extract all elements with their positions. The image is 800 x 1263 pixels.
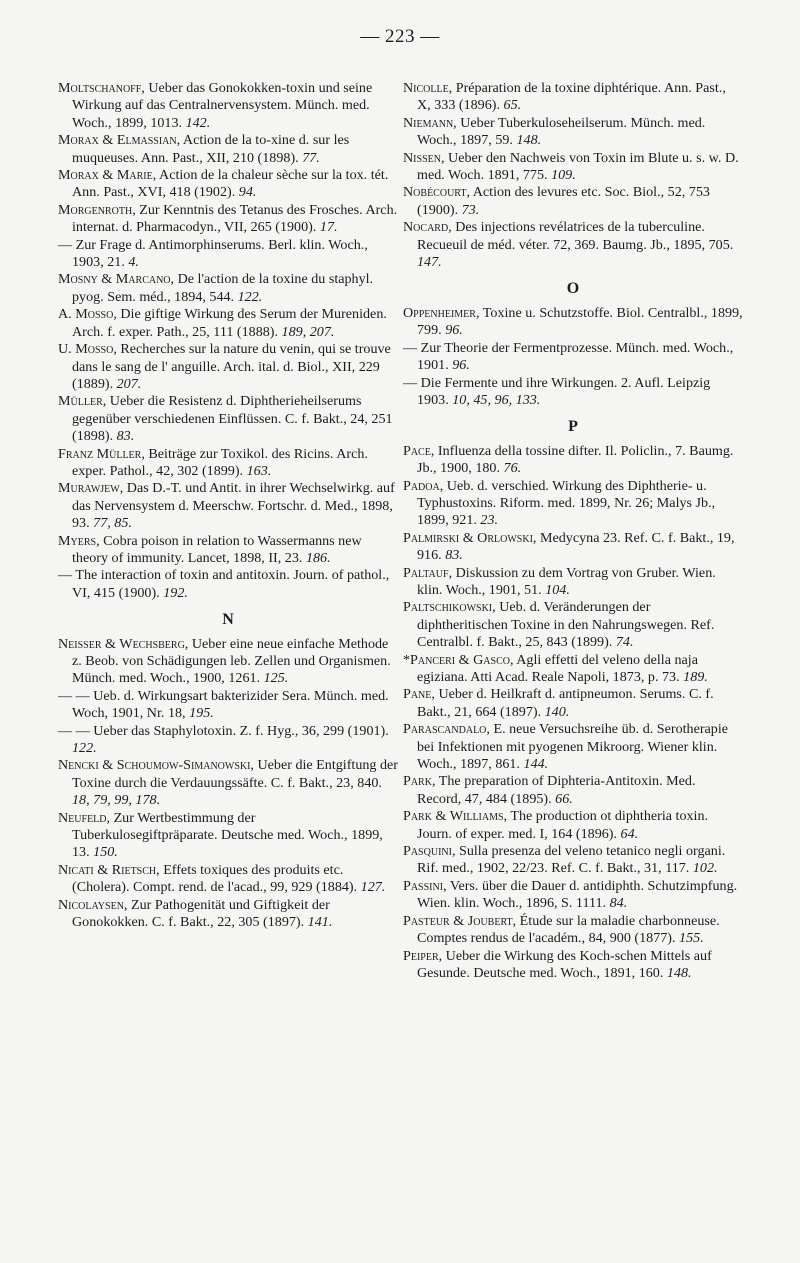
entry-page-refs: 189. — [683, 669, 708, 685]
bibliography-entry — [58, 393, 398, 445]
entry-page-refs: 10, 45, 96, 133. — [452, 391, 541, 408]
entry-page-refs: 207. — [116, 375, 142, 392]
entry-citation: Diskussion zu dem Vortrag von Gruber. Wien. klin. Woch., 1901, 51. — [417, 564, 716, 598]
entry-citation: Ueber die Wirkung des Koch-schen Mittels auf Gesunde. Deutsche med. Woch., 1891, 160. — [417, 947, 712, 981]
entry-author: Moltschanoff, — [58, 80, 145, 96]
entry-citation: — Die Fermente und ihre Wirkungen. 2. Aufl. Leipzig 1903. — [403, 374, 711, 408]
entry-page-refs: 84. — [609, 895, 628, 912]
bibliography-entry — [58, 533, 398, 568]
entry-citation: — — Ueber das Staphylotoxin. Z. f. Hyg., 36, 299 (1901). — [58, 722, 389, 739]
entry-page-refs: 142. — [185, 114, 211, 131]
entry-page-refs: 189, 207. — [281, 323, 335, 340]
entry-author: Müller, — [58, 393, 107, 410]
entry-citation: Medycyna 23. Ref. C. f. Bakt., 19, 916. — [417, 529, 735, 564]
entry-author: Pasquini, — [403, 843, 456, 860]
bibliography-entry — [58, 757, 398, 809]
entry-page-refs: 94. — [238, 184, 257, 201]
bibliography-entry — [58, 567, 398, 602]
entry-citation: — Zur Theorie der Fermentprozesse. Münch. med. Woch., 1901. — [403, 339, 734, 374]
bibliography-entry — [58, 446, 398, 481]
entry-page-refs: 73. — [461, 201, 480, 218]
entry-citation: Effets toxiques des produits etc. (Cholera). Compt. rend. de l'acad., 99, 929 (1884). — [72, 861, 361, 896]
entry-citation: Ueber d. Heilkraft d. antipneumon. Serums. C. f. Bakt., 21, 664 (1897). — [417, 686, 714, 720]
bibliography-entry — [403, 599, 743, 651]
bibliography-entry — [58, 132, 398, 167]
letter-heading: P — [568, 418, 578, 436]
bibliography-entry — [58, 688, 398, 723]
entry-author: Park, — [403, 773, 436, 790]
bibliography-entry — [403, 305, 743, 340]
entry-page-refs: 125. — [263, 670, 289, 687]
entry-citation: — Zur Frage d. Antimorphinserums. Berl. klin. Woch., 1903, 21. — [58, 236, 368, 271]
entry-author: Neufeld, — [58, 809, 111, 826]
entry-citation: Sulla presenza del veleno tetanico negli organi. Rif. med., 1902, 22/23. Ref. C. f. Bakt., 31, 117. — [417, 843, 726, 877]
entry-citation: Die giftige Wirkung des Serum der Mureniden. Arch. f. exper. Path., 25, 111 (1888). — [72, 306, 387, 340]
entry-citation: Zur Kenntnis des Tetanus des Frosches. Arch. internat. d. Pharmacodyn., VII, 265 (1900). — [72, 201, 398, 236]
bibliography-entry — [403, 652, 743, 687]
entry-citation: Zur Wertbestimmung der Tuberkulosegiftpräparate. Deutsche med. Woch., 1899, 13. — [72, 809, 383, 861]
bibliography-entry — [403, 948, 743, 983]
entry-page-refs: 102. — [692, 860, 718, 877]
bibliography-entry — [403, 913, 743, 948]
entry-citation: Action de la to-xine d. sur les muqueuses. Ann. Past., XII, 210 (1898). — [72, 132, 350, 166]
entry-page-refs: 155. — [679, 930, 704, 947]
entry-author: Parascandalo, — [403, 721, 490, 738]
entry-author: Passini, — [403, 877, 447, 894]
bibliography-entry — [58, 723, 398, 758]
entry-citation: Cobra poison in relation to Wassermanns new theory of immunity. Lancet, 1898, II, 23. — [72, 532, 362, 566]
entry-citation: Ueb. d. Veränderungen der diphtheritischen Toxine in den Nahrungswegen. Ref. Centralbl. f. Bakt., 25, 843 (1899). — [417, 599, 715, 651]
entry-author: Morax & Elmassian, — [58, 132, 181, 149]
bibliography-entry — [58, 810, 398, 862]
entry-author: Oppenheimer, — [403, 304, 480, 321]
entry-page-refs: 140. — [544, 703, 570, 720]
bibliography-entry — [403, 219, 743, 271]
entry-citation: Ueber den Nachweis von Toxin im Blute u. s. w. D. med. Woch. 1891, 775. — [417, 149, 739, 184]
entry-author: Nicati & Rietsch, — [58, 861, 160, 878]
entry-citation: Étude sur la maladie charbonneuse. Comptes rendus de l'académ., 84, 900 (1877). — [417, 912, 720, 947]
entry-page-refs: 163. — [246, 462, 272, 479]
entry-citation: Vers. über die Dauer d. antidiphth. Schutzimpfung. Wien. klin. Woch., 1896, S. 1111. — [417, 877, 738, 912]
entry-author: Pasteur & Joubert, — [403, 912, 517, 929]
bibliography-entry — [403, 184, 743, 219]
bibliography-entry — [58, 202, 398, 237]
entry-citation: Ueber die Resistenz d. Diphtherieheilserums gegenüber verschiedenen Einflüssen. C. f. Bakt., 24, 251 (1898). — [72, 393, 393, 445]
right-column — [403, 80, 743, 982]
entry-page-refs: 150. — [93, 844, 118, 861]
entry-citation: E. neue Versuchsreihe üb. d. Serotherapie bei Infektionen mit pyogenen Mikroorg. Wiener klin. Woch., 1897, 861. — [417, 721, 729, 773]
entry-page-refs: 83. — [116, 428, 135, 445]
bibliography-entry — [58, 480, 398, 532]
entry-page-refs: 83. — [445, 547, 463, 564]
entry-page-refs: 109. — [551, 167, 576, 184]
entry-author: Murawjew, — [58, 480, 124, 497]
bibliography-entry — [58, 306, 398, 341]
entry-author: Nicolle, — [403, 80, 453, 96]
entry-author: Padoa, — [403, 477, 444, 494]
bibliography-entry — [58, 237, 398, 272]
entry-citation: Ueber das Gonokokken-toxin und seine Wirkung auf das Centralnervensystem. Münch. med. Woch., 1899, 1013. — [72, 80, 373, 131]
entry-author: Park & Williams, — [403, 808, 508, 825]
entry-page-refs: 127. — [360, 879, 386, 896]
bibliography-entry — [58, 167, 398, 202]
entry-citation: Ueber die Entgiftung der Toxine durch die Verdauungssäfte. C. f. Bakt., 23, 840. — [72, 757, 398, 791]
bibliography-entry — [403, 773, 743, 808]
entry-page-refs: 18, 79, 99, 178. — [72, 792, 161, 809]
entry-author: Pace, — [403, 442, 435, 459]
bibliography-entry — [58, 897, 398, 932]
entry-page-refs: 77. — [302, 149, 320, 166]
entry-page-refs: 195. — [189, 705, 214, 722]
entry-author: Myers, — [58, 532, 100, 549]
bibliography-entry — [58, 862, 398, 897]
entry-author: Pane, — [403, 686, 435, 703]
bibliography-entry — [403, 843, 743, 878]
entry-citation: — The interaction of toxin and antitoxin. Journ. of pathol., VI, 415 (1900). — [58, 567, 390, 601]
bibliography-entry — [403, 115, 743, 150]
entry-citation: Des injections revélatrices de la tuberculine. Recueuil de méd. véter. 72, 369. Baumg. Jb., 1895, 705. — [417, 219, 734, 253]
bibliography-entry — [58, 80, 398, 132]
entry-page-refs: 76. — [503, 460, 522, 477]
entry-page-refs: 96. — [445, 322, 463, 339]
letter-heading: O — [566, 280, 580, 298]
entry-citation: Zur Pathogenität und Giftigkeit der Gonokokken. C. f. Bakt., 22, 305 (1897). — [72, 896, 330, 931]
entry-citation: Beiträge zur Toxikol. des Ricins. Arch. exper. Pathol., 42, 302 (1899). — [72, 445, 368, 479]
bibliography-entry — [403, 478, 743, 530]
entry-page-refs: 192. — [163, 584, 188, 601]
bibliography-entry — [403, 375, 743, 410]
entry-author: Franz Müller, — [58, 445, 145, 462]
entry-page-refs: 74. — [615, 634, 634, 651]
entry-page-refs: 104. — [545, 581, 570, 598]
entry-citation: Agli effetti del veleno della naja egiziana. Atti Acad. Reale Napoli, 1873, p. 73. — [417, 651, 698, 685]
page-number: — 223 — — [360, 26, 440, 47]
entry-citation: The preparation of Diphteria-Antitoxin. Med. Record, 47, 484 (1895). — [417, 773, 696, 807]
entry-page-refs: 148. — [516, 132, 542, 149]
entry-author: Nencki & Schoumow-Simanowski, — [58, 757, 254, 774]
bibliography-entry — [403, 80, 743, 115]
bibliography-entry — [403, 443, 743, 478]
entry-author: Nicolaysen, — [58, 896, 128, 913]
entry-author: Nobécourt, — [403, 184, 470, 201]
entry-author: U. Mosso, — [58, 341, 117, 358]
entry-author: Morgenroth, — [58, 201, 136, 218]
entry-page-refs: 122. — [72, 740, 97, 757]
entry-citation: Ueber Tuberkuloseheilserum. Münch. med. Woch., 1897, 59. — [417, 114, 706, 149]
entry-citation: The production ot diphtheria toxin. Journ. of exper. med. I, 164 (1896). — [417, 808, 709, 842]
entry-author: Paltschikowski, — [403, 599, 496, 616]
entry-page-refs: 4. — [128, 254, 139, 271]
entry-author: Paltauf, — [403, 564, 453, 581]
entry-citation: Ueber eine neue einfache Methode z. Beob. von Schädigungen leb. Zellen und Organismen. Münch. med. Woch., 1900, 1261. — [72, 635, 391, 687]
entry-author: Nissen, — [403, 149, 445, 166]
bibliography-entry — [58, 271, 398, 306]
entry-page-refs: 122. — [237, 288, 263, 305]
entry-page-refs: 77, 85. — [93, 515, 132, 532]
entry-page-refs: 64. — [620, 825, 639, 842]
entry-page-refs: 96. — [452, 357, 470, 374]
entry-author: Mosny & Marcano, — [58, 271, 175, 288]
entry-citation: Toxine u. Schutzstoffe. Biol. Centralbl., 1899, 799. — [417, 304, 743, 339]
entry-page-refs: 65. — [503, 97, 522, 114]
bibliography-entry — [58, 636, 398, 688]
entry-author: A. Mosso, — [58, 306, 117, 323]
entry-author: Peiper, — [403, 947, 443, 964]
letter-heading: N — [222, 611, 234, 629]
entry-citation: — — Ueb. d. Wirkungsart bakterizider Sera. Münch. med. Woch, 1901, Nr. 18, — [58, 687, 389, 722]
entry-page-refs: 141. — [307, 914, 333, 931]
entry-citation: Action de la chaleur sèche sur la tox. tét. Ann. Past., XVI, 418 (1902). — [72, 167, 389, 201]
bibliography-entry — [403, 150, 743, 185]
entry-citation: Ueb. d. verschied. Wirkung des Diphtherie- u. Typhustoxins. Riform. med. 1899, Nr. 26; Malys Jb., 1899, 921. — [417, 477, 716, 529]
entry-author: Niemann, — [403, 114, 457, 131]
entry-author: Nocard, — [403, 219, 452, 236]
entry-page-refs: 23. — [480, 512, 499, 529]
entry-page-refs: 186. — [305, 549, 331, 566]
bibliography-entry — [403, 530, 743, 565]
bibliography-entry — [403, 686, 743, 721]
entry-citation: De l'action de la toxine du staphyl. pyog. Sem. méd., 1894, 544. — [72, 271, 374, 305]
entry-citation: Das D.-T. und Antit. in ihrer Wechselwirkg. auf das Nervensystem d. Meerschw. Fortschr. d. Med., 1898, 93. — [72, 480, 395, 532]
bibliography-entry — [403, 721, 743, 773]
entry-citation: Action des levures etc. Soc. Biol., 52, 753 (1900). — [417, 184, 710, 218]
entry-page-refs: 147. — [417, 254, 442, 271]
bibliography-entry — [403, 340, 743, 375]
entry-page-refs: 66. — [555, 790, 573, 807]
entry-author: *Panceri & Gasco, — [403, 651, 514, 668]
entry-citation: Recherches sur la nature du venin, qui se trouve dans le sang de l' anguille. Arch. ital. d. Biol., XII, 229 (1889). — [72, 341, 391, 392]
bibliography-entry — [403, 808, 743, 843]
bibliography-entry — [58, 341, 398, 393]
bibliography-entry — [403, 565, 743, 600]
entry-citation: Préparation de la toxine diphtérique. Ann. Past., X, 333 (1896). — [417, 80, 726, 114]
entry-author: Morax & Marie, — [58, 167, 157, 184]
entry-author: Neisser & Wechsberg, — [58, 635, 189, 652]
entry-page-refs: 17. — [319, 219, 338, 236]
entry-citation: Influenza della tossine difter. Il. Policlin., 7. Baumg. Jb., 1900, 180. — [417, 442, 734, 477]
entry-page-refs: 144. — [523, 756, 549, 773]
entry-author: Palmirski & Orlowski, — [403, 529, 537, 546]
bibliography-entry — [403, 878, 743, 913]
left-column — [58, 80, 398, 932]
entry-page-refs: 148. — [666, 964, 692, 981]
